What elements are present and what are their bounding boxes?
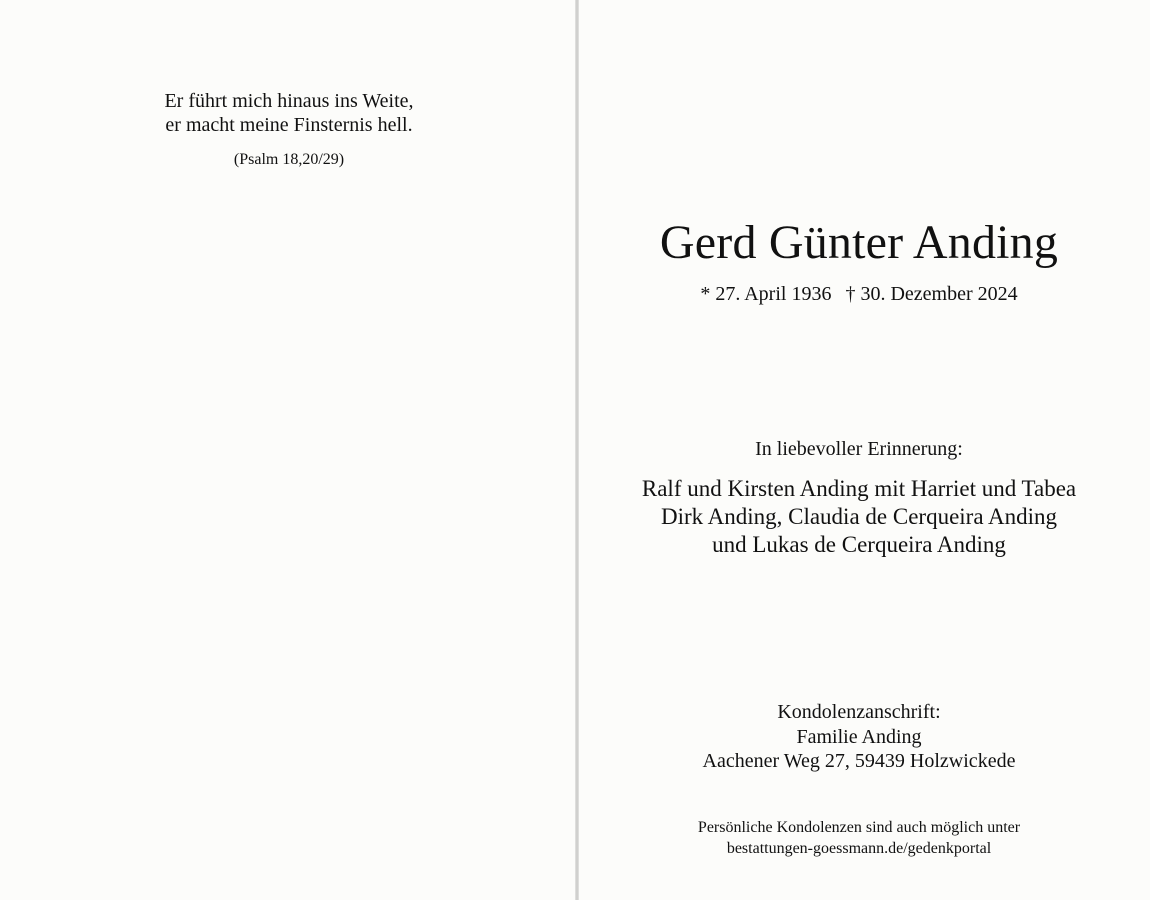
- memorial-portal-link: bestattungen-goessmann.de/gedenkportal: [726, 839, 992, 857]
- mourner-line: Dirk Anding, Claudia de Cerqueira Anding: [660, 504, 1058, 529]
- online-condolences-text: Persönliche Kondolenzen sind auch möglich unter: [697, 819, 1021, 836]
- psalm-line: er macht meine Finsternis hell.: [165, 114, 413, 136]
- memory-label: In liebevoller Erinnerung:: [755, 438, 963, 460]
- mourner-line: Ralf und Kirsten Anding mit Harriet und Tabea: [641, 476, 1077, 501]
- life-dates: [579, 282, 1139, 306]
- online-condolences: [579, 818, 1139, 859]
- address-recipient: Familie Anding: [796, 725, 922, 748]
- deceased-name: Gerd Günter Anding: [659, 216, 1059, 269]
- psalm-source: (Psalm 18,20/29): [233, 151, 345, 168]
- psalm-quote: [0, 89, 578, 137]
- mourner-line: und Lukas de Cerqueira Anding: [712, 532, 1006, 557]
- condolence-address: [579, 700, 1139, 774]
- birth-date: * 27. April 1936: [700, 283, 832, 305]
- psalm-line: Er führt mich hinaus ins Weite,: [164, 90, 414, 112]
- address-street-city: Aachener Weg 27, 59439 Holzwickede: [702, 750, 1016, 772]
- address-label: Kondolenzanschrift:: [777, 701, 941, 723]
- death-date: † 30. Dezember 2024: [845, 283, 1018, 305]
- mourners-list: [579, 475, 1139, 559]
